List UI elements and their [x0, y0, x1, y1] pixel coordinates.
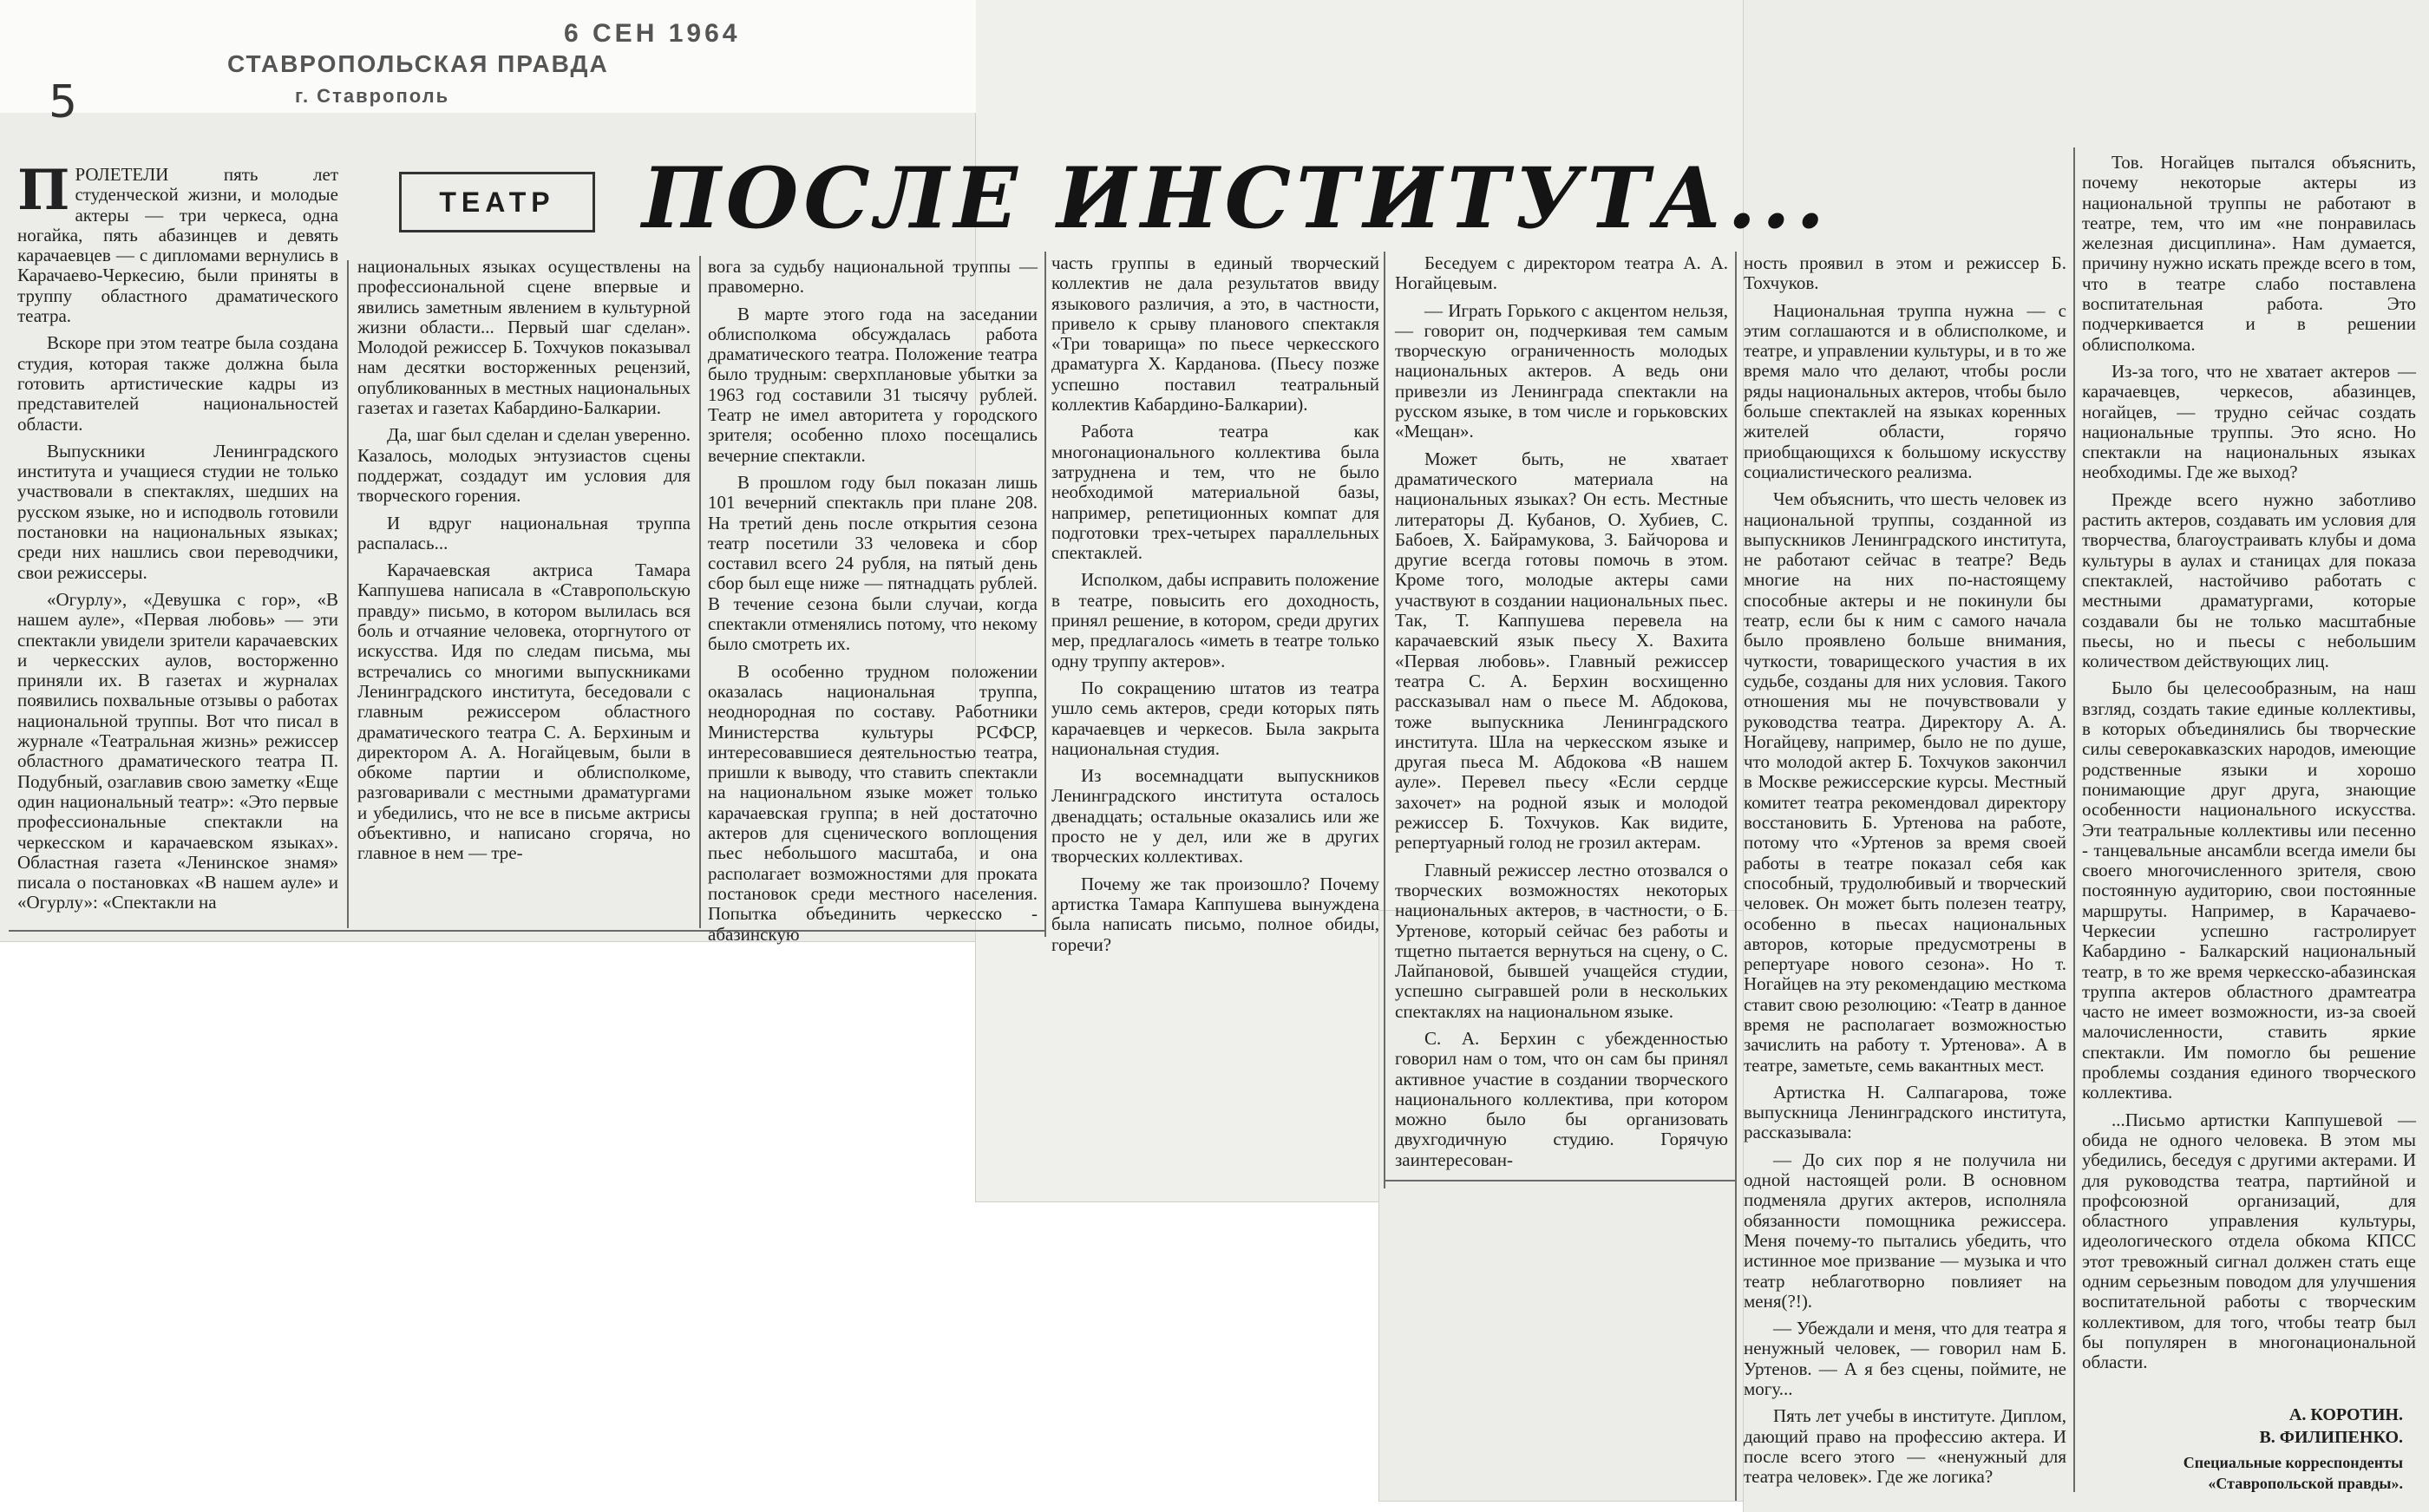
paragraph: Прежде всего нужно заботливо растить актеров, создавать им условия для творчества, благоустраивать клубы и дома культуры в аулах и станицах для показа спектаклей, настойчиво работать с местными драматургами, которые создавали бы не только масштабные пьесы, но и пьесы с небольшим количеством действующих лиц. [2082, 488, 2416, 672]
paragraph: Беседуем с директором театра А. А. Ногайцевым. [1395, 252, 1728, 294]
author-publication: «Ставропольской правды». [2208, 1475, 2403, 1492]
headline: ПОСЛЕ ИНСТИТУТА... [642, 149, 1830, 247]
date-stamp: 6 СЕН 1964 [564, 19, 741, 48]
paragraph: И вдруг национальная труппа распалась... [357, 512, 691, 553]
paragraph: Может быть, не хватает драматического материала на национальных языках? Он есть. Местные литераторы Д. Кубанов, О. Хубиев, С. Бабоев, Х. Байрамукова, З. Байчорова и другие всегда готовы помочь в этом. Кроме того, молодые актеры сами участвуют в создании национальных пьес. Так, Т. Каппушева перевела на карачаевский язык пьесу Х. Вахита «Первая любовь». Главный режиссер театра С. А. Берхин восхищенно рассказывал нам о пьесе М. Абдокова, тоже выпускника Ленинградского института. Шла на черкесском языке и другая пьеса М. Абдокова «В нашем ауле». Перевел пьесу «Если сердце захочет» на родной язык и молодой режиссер Б. Тохчуков. Как видите, репертуарный голод не грозил актерам. [1395, 448, 1728, 854]
column-rule [1384, 252, 1385, 1188]
paragraph: вога за судьбу национальной труппы — правомерно. [708, 256, 1038, 298]
paragraph: Чем объяснить, что шесть человек из национальной труппы, созданной из выпускников Ленинградского института, не работают сейчас в театре? Ведь многие на них по-настоящему способные актеры и не покинули бы театр, если бы к ним с самого начала было проявлено больше внимания, чуткости, товарищеского участия в их судьбе, созданы для них условия. Такого отношения мы не почувствовали у руководства театра. Директору А. А. Ногайцеву, например, было не по душе, что молодой актер Б. Тохчуков закончил в Москве режиссерские курсы. Местный комитет театра рекомендовал директору восстановить Б. Уртенова на работе, потому что «Уртенов за время своей работы в театре показал себя как способный, трудолюбивый и творческий человек. Он может быть полезен театру, особенно в пьесах национальных авторов, которые предусмотрены в репертуаре нового сезона». Но т. Ногайцев на эту рекомендацию месткома ставит свою резолюцию: «Театр в данное время не располагает возможностью зачислить на работу т. Уртенова». А в театре, заметьте, семь вакантных мест. [1744, 488, 2066, 1076]
paragraph: В особенно трудном положении оказалась национальная труппа, неоднородная по составу. Работники Министерства культуры РСФСР, интересовавшиеся деятельностью театра, пришли к выводу, что ставить спектакли на национальном языке может только карачаевская группа; в ней достаточно актеров для сценического воплощения пьес небольшого масштаба, и она располагает возможностями для проката постановок среди местного населения. Попытка объединить черкесско - абазинскую [708, 660, 1038, 945]
paragraph: Пять лет учебы в институте. Диплом, дающий право на профессию актера. И после всего этого — «ненужный для театра человек». Где же логика? [1744, 1405, 2066, 1488]
paragraph: ность проявил в этом и режиссер Б. Тохчуков. [1744, 252, 2066, 294]
article-column-3 [708, 256, 1038, 945]
paragraph: Карачаевская актриса Тамара Каппушева написала в «Ставропольскую правду» письмо, в котором вылилась вся боль и отчаяние человека, оторгнутого от искусства. Идя по следам письма, мы встречались со многими выпускниками Ленинградского института, беседовали с главным режиссером областного драматического театра С. А. Берхиным и директором А. А. Ногайцевым, были в обкоме партии и облисполкоме, разговаривали с местными драматургами и убедились, что не все в письме актрисы объективно, и написано сгоряча, но главное в нем — тре- [357, 560, 691, 864]
article-column-5 [1395, 253, 1728, 1173]
paragraph: Из-за того, что не хватает актеров — карачаевцев, черкесов, абазинцев, ногайцев, — трудно сейчас создать национальные труппы. Это ясно. Но спектакли на национальных языках необходимы. Где же выход? [2082, 360, 2416, 483]
paragraph: Тов. Ногайцев пытался объяснить, почему некоторые актеры из национальной труппы не работают в театре, тем, что им «не понравилась железная дисциплина». Нам думается, причину нужно искать прежде всего в том, что в театре слабо поставлена воспитательная работа. Это подчеркивается и в решении облисполкома. [2082, 152, 2416, 355]
author-role: Специальные корреспонденты [2183, 1454, 2403, 1471]
paragraph: Из восемнадцати выпускников Ленинградского института осталось двенадцать; остальные оказались или же просто не у дел, или же в других творческих коллективах. [1051, 765, 1379, 867]
paragraph: В прошлом году был показан лишь 101 вечерний спектакль при плане 208. На третий день после открытия сезона театр посетили 33 человека и сбор составил всего 24 рубля, на пятый день сбор был еще ниже — пятнадцать рублей. В течение сезона были случаи, когда спектакли отменялись потому, что некому было смотреть их. [708, 471, 1038, 655]
author-signature-2: В. ФИЛИПЕНКО. [2259, 1428, 2403, 1447]
column-rule [2073, 147, 2075, 1492]
paragraph: В марте этого года на заседании облисполкома обсуждалась работа драматического театра. Положение театра было трудным: сверхплановые убытки за 1963 год составили 31 тысячу рублей. Театр не имел авторитета у городского зрителя; особенно плохо посещались вечерние спектакли. [708, 303, 1038, 466]
paragraph: Национальная труппа нужна — с этим соглашаются и в облисполкоме, и театре, и управлении культуры, и в то же время мало что делают, чтобы росли ряды национальных актеров, чтобы было больше спектаклей на языках коренных жителей области, горячо приобщающихся к большому искусству социалистического реализма. [1744, 299, 2066, 482]
drop-cap: П [17, 158, 70, 223]
paragraph: Работа театра как многонационального коллектива была затруднена и тем, что не было необходимой материальной базы, например, репетиционных компат для подготовки трех-четырех параллельных спектаклей. [1051, 421, 1379, 564]
paragraph: Почему же так произошло? Почему артистка Тамара Каппушева вынуждена была написать письмо, полное обиды, горечи? [1051, 873, 1379, 955]
paragraph: С. А. Берхин с убежденностью говорил нам о том, что он сам бы принял активное участие в создании творческого национального коллектива, при котором можно было бы организовать двухгодичную студию. Горячую заинтересован- [1395, 1027, 1728, 1170]
article-column-2 [357, 257, 691, 925]
paragraph: Вскоре при этом театре была создана студия, которая также должна была готовить артистические кадры из представителей национальностей области. [17, 332, 338, 435]
column-rule [347, 260, 349, 928]
paragraph: Исполком, дабы исправить положение в театре, повысить его доходность, принял решение, в котором, среди других мер, предлагалось «иметь в театре только одну труппу актеров». [1051, 569, 1379, 671]
paragraph: часть группы в единый творческий коллектив не дала результатов ввиду языкового различия, а это, в частности, привело к срыву планового спектакля «Три товарища» по пьесе черкесского драматурга Х. Карданова. (Пьесу позже успешно поставил театральный коллектив Кабардино-Балкарии). [1051, 252, 1379, 416]
paragraph: «Огурлу», «Девушка с гор», «В нашем ауле», «Первая любовь» — эти спектакли увидели зрители карачаевских и черкесских аулов, восторженно приняли их. В газетах и журналах появились похвальные отзывы о работах национальной труппы. Вот что писал в журнале «Театральная жизнь» режиссер областного драматического театра П. Подубный, озаглавив свою заметку «Еще один национальный театр»: «Это первые профессиональные спектакли на черкесском и карачаевском языках». Областная газета «Ленинское знамя» писала о постановках «В нашем ауле» и «Огурлу»: «Спектакли на [17, 588, 338, 913]
page-number-mark: 5 [49, 76, 78, 128]
rubric-label: ТЕАТР [399, 172, 595, 232]
lead-paragraph: ПРОЛЕТЕЛИ пять лет студенческой жизни, и молодые актеры — три черкеса, одна ногайка, пять абазинцев и девять карачаевцев — с дипломами вернулись в Карачаево-Черкесию, были приняты в труппу областного драматического театра. [17, 158, 338, 327]
paragraph: ...Письмо артистки Каппушевой — обида не одного человека. В этом мы убедились, беседуя с другими актерами. И для руководства театра, партийной и профсоюзной организаций, для областного управления культуры, идеологического отдела обкома КПСС этот тревожный сигнал должен стать еще одним серьезным поводом для улучшения воспитательной работы с творческим коллективом, для того, чтобы театр был бы популярен в многонациональной области. [2082, 1109, 2416, 1373]
paragraph: — Играть Горького с акцентом нельзя, — говорит он, подчеркивая тем самым творческую ограниченность молодых национальных актеров. А ведь они привезли из Ленинграда спектакли на русском языке, в том числе и горьковских «Мещан». [1395, 299, 1728, 442]
article-column-6 [1744, 253, 2066, 1494]
article-column-4 [1051, 252, 1379, 955]
paragraph: По сокращению штатов из театра ушло семь актеров, среди которых пять карачаевцев и черкесов. Была закрыта национальная студия. [1051, 677, 1379, 759]
paragraph: Да, шаг был сделан и сделан уверенно. Казалось, молодых энтузиастов сцены поддержат, создадут им условия для творческого горения. [357, 424, 691, 507]
article-column-7 [2082, 153, 2416, 1371]
city-stamp: г. Ставрополь [295, 85, 450, 107]
newspaper-stamp: СТАВРОПОЛЬСКАЯ ПРАВДА [227, 50, 609, 77]
paragraph: Выпускники Ленинградского института и учащиеся студии не только участвовали в спектаклях, шедших на русском языке, но и исподволь готовили постановки на национальных языках; среди них нашлись свои переводчики, свои режиссеры. [17, 440, 338, 583]
column-rule [699, 256, 701, 928]
paragraph: национальных языках осуществлены на профессиональной сцене впервые и явились заметным явлением в культурной жизни области... Первый шаг сделан». Молодой режиссер Б. Тохчуков показывал нам десятки восторженных рецензий, опубликованных в местных национальных газетах и газетах Кабардино-Балкарии. [357, 256, 691, 419]
column-rule [1735, 252, 1737, 1501]
column-rule [1385, 1180, 1735, 1181]
paragraph: — До сих пор я не получила ни одной настоящей роли. В основном подменяла других актеров, исполняла обязанности помощника режиссера. Меня почему-то пытались убедить, что истинное мое призвание — музыка и что театр неблаготворно повлияет на меня(?!). [1744, 1149, 2066, 1312]
paragraph: — Убеждали и меня, что для театра я ненужный человек, — говорил нам Б. Уртенов. — А я без сцены, поймите, не могу... [1744, 1318, 2066, 1400]
article-column-1 [17, 158, 338, 928]
paragraph: Было бы целесообразным, на наш взгляд, создать такие единые коллективы, в которых объединялись бы творческие силы северокавказских народов, имеющие родственные языки и хорошо понимающие друг друга, знающие особенности национального искусства. Эти театральные коллективы или песенно - танцевальные ансамбли всегда имели бы своего многочисленного зрителя, свою постоянную аудиторию, свои постоянные маршруты. Например, в Карачаево-Черкесии успешно гастролирует Кабардино - Балкарский национальный театр, в то же время черкесско-абазинская труппа актеров областного драмтеатра часто не имеет возможности, из-за своей малочисленности, ставить яркие спектакли. Им помогло бы решение проблемы создания единого творческого коллектива. [2082, 677, 2416, 1103]
column-rule [1044, 252, 1046, 937]
paragraph: Главный режиссер лестно отозвался о творческих возможностях некоторых национальных актеров, в частности, о Б. Уртенове, который сейчас без работы и тщетно пытается вернуться на сцену, о С. Лайпановой, бывшей учащейся студии, успешно сыгравшей роли в нескольких спектаклях на национальном языке. [1395, 859, 1728, 1022]
paragraph: Артистка Н. Салпагарова, тоже выпускница Ленинградского института, рассказывала: [1744, 1081, 2066, 1143]
author-signature-1: А. КОРОТИН. [2288, 1405, 2403, 1424]
